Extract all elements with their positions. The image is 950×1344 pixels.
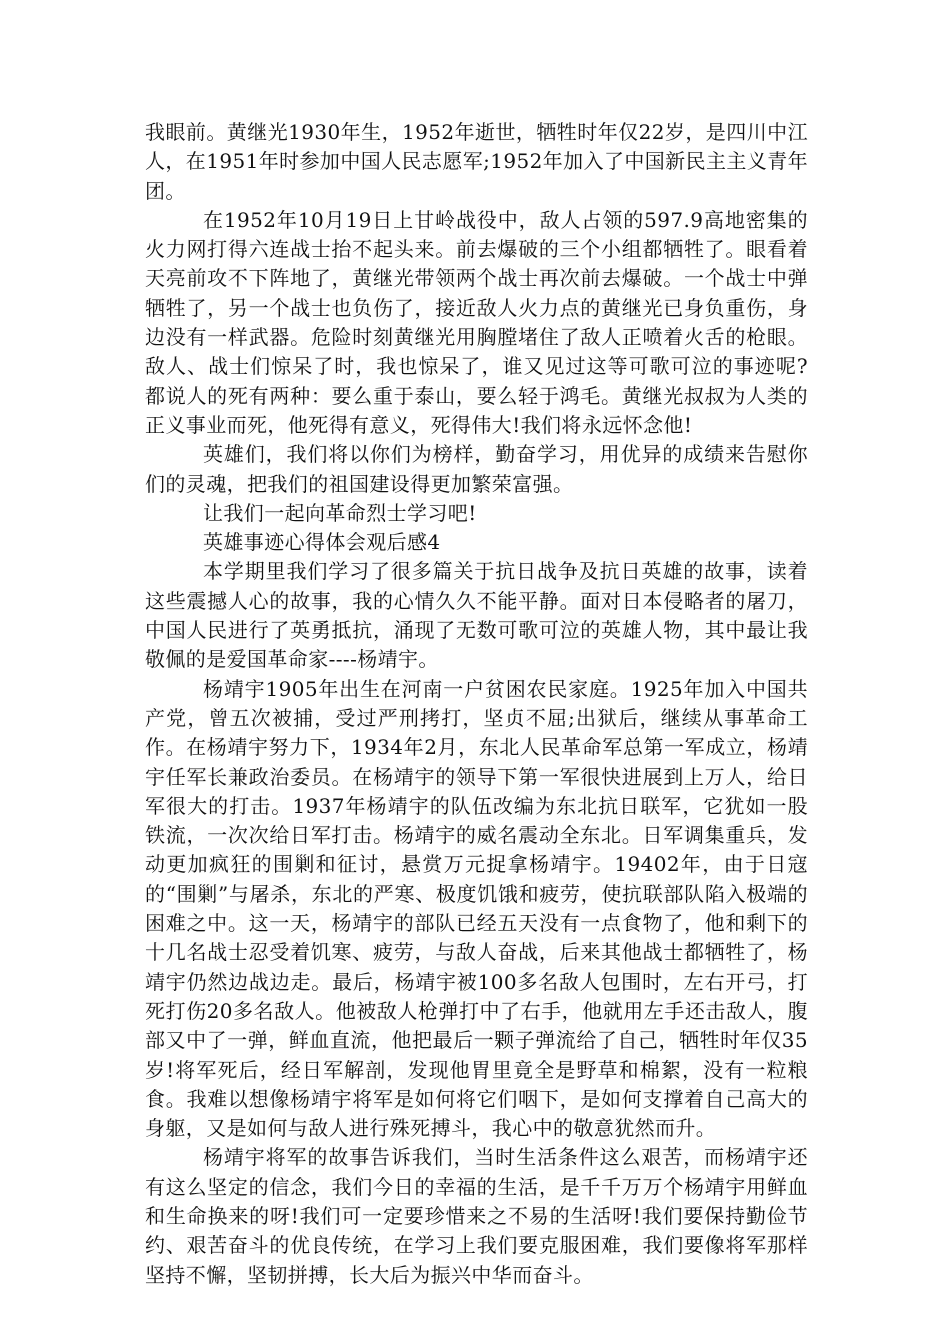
paragraph: 本学期里我们学习了很多篇关于抗日战争及抗日英雄的故事，读着这些震撼人心的故事，我的心情久久不能平静。面对日本侵略者的屠刀，中国人民进行了英勇抵抗，涌现了无数可歌可泣的英雄人物，其中最让我敬佩的是爱国革命家----杨靖宇。 <box>145 559 808 672</box>
section-heading: 英雄事迹心得体会观后感4 <box>203 530 441 555</box>
document-body <box>145 118 808 1290</box>
paragraph: 杨靖宇1905年出生在河南一户贫困农民家庭。1925年加入中国共产党，曾五次被捕，受过严刑拷打，坚贞不屈;出狱后，继续从事革命工作。在杨靖宇努力下，1934年2月，东北人民革命军总第一军成立，杨靖宇任军长兼政治委员。在杨靖宇的领导下第一军很快进展到上万人，给日军很大的打击。1937年杨靖宇的队伍改编为东北抗日联军，它犹如一股铁流，一次次给日军打击。杨靖宇的威名震动全东北。日军调集重兵，发动更加疯狂的围剿和征讨，悬赏万元捉拿杨靖宇。19402年，由于日寇的“围剿”与屠杀，东北的严寒、极度饥饿和疲劳，使抗联部队陷入极端的困难之中。这一天，杨靖宇的部队已经五天没有一点食物了，他和剩下的十几名战士忍受着饥寒、疲劳，与敌人奋战，后来其他战士都牺牲了，杨靖宇仍然边战边走。最后，杨靖宇被100多名敌人包围时，左右开弓，打死打伤20多名敌人。他被敌人枪弹打中了右手，他就用左手还击敌人，腹部又中了一弹，鲜血直流，他把最后一颗子弹流给了自己，牺牲时年仅35岁!将军死后，经日军解剖，发现他胃里竟全是野草和棉絮，没有一粒粮食。我难以想像杨靖宇将军是如何将它们咽下，是如何支撑着自己高大的身躯，又是如何与敌人进行殊死搏斗，我心中的敬意犹然而升。 <box>145 676 808 1141</box>
paragraph: 英雄们，我们将以你们为榜样，勤奋学习，用优异的成绩来告慰你们的灵魂，把我们的祖国建设得更加繁荣富强。 <box>145 442 808 496</box>
paragraph: 杨靖宇将军的故事告诉我们，当时生活条件这么艰苦，而杨靖宇还有这么坚定的信念，我们今日的幸福的生活，是千千万万个杨靖宇用鲜血和生命换来的呀!我们可一定要珍惜来之不易的生活呀!我们要保持勤俭节约、艰苦奋斗的优良传统，在学习上我们要克服困难，我们要像将军那样坚持不懈，坚韧拼搏，长大后为振兴中华而奋斗。 <box>145 1145 808 1287</box>
paragraph: 让我们一起向革命烈士学习吧! <box>203 500 477 525</box>
paragraph: 在1952年10月19日上甘岭战役中，敌人占领的597.9高地密集的火力网打得六连战士抬不起头来。前去爆破的三个小组都牺牲了。眼看着天亮前攻不下阵地了，黄继光带领两个战士再次前去爆破。一个战士中弹牺牲了，另一个战士也负伤了，接近敌人火力点的黄继光已身负重伤，身边没有一样武器。危险时刻黄继光用胸膛堵住了敌人正喷着火舌的枪眼。敌人、战士们惊呆了时，我也惊呆了，谁又见过这等可歌可泣的事迹呢?都说人的死有两种：要么重于泰山，要么轻于鸿毛。黄继光叔叔为人类的正义事业而死，他死得有意义，死得伟大!我们将永远怀念他! <box>145 207 808 437</box>
paragraph: 我眼前。黄继光1930年生，1952年逝世，牺牲时年仅22岁，是四川中江人，在1951年时参加中国人民志愿军;1952年加入了中国新民主主义青年团。 <box>145 120 808 203</box>
